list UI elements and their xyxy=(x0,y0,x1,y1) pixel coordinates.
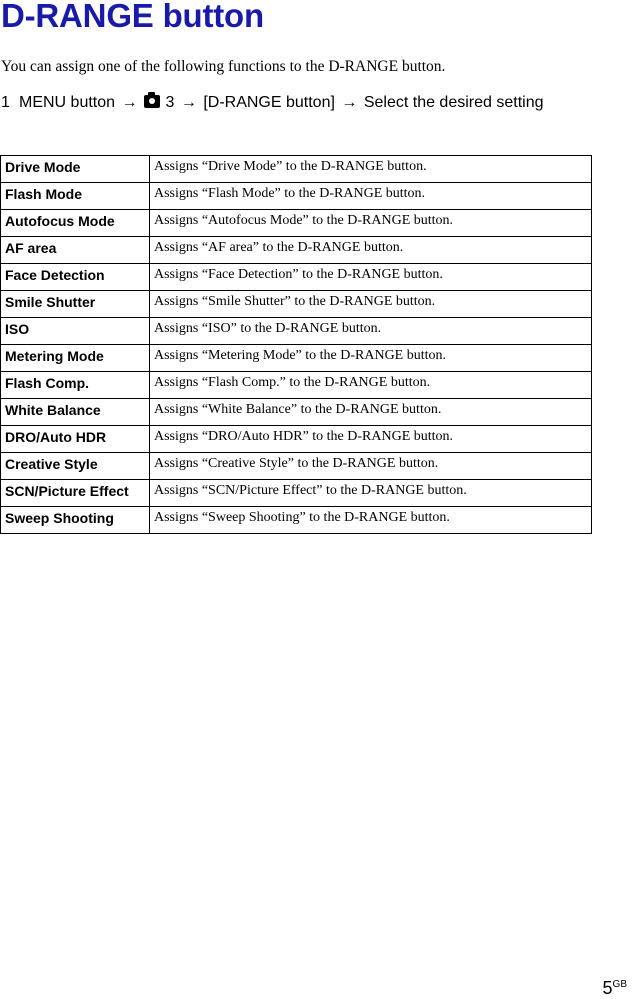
table-row xyxy=(1,156,592,183)
step-final-action: Select the desired setting xyxy=(363,94,544,111)
function-description: Assigns “Flash Mode” to the D-RANGE button. xyxy=(150,183,592,210)
page-region-suffix: GB xyxy=(612,979,627,990)
table-row xyxy=(1,507,592,534)
function-name: Creative Style xyxy=(1,453,150,480)
function-name: Autofocus Mode xyxy=(1,210,150,237)
function-description: Assigns “Drive Mode” to the D-RANGE button. xyxy=(150,156,592,183)
table-row xyxy=(1,183,592,210)
step-number: 1 xyxy=(1,94,10,111)
function-name: Drive Mode xyxy=(1,156,150,183)
table-row xyxy=(1,426,592,453)
function-description: Assigns “White Balance” to the D-RANGE button. xyxy=(150,399,592,426)
arrow-right-icon: → xyxy=(341,94,358,111)
page-number-value: 5 xyxy=(602,978,613,998)
function-description: Assigns “Creative Style” to the D-RANGE button. xyxy=(150,453,592,480)
table-row xyxy=(1,291,592,318)
function-description: Assigns “ISO” to the D-RANGE button. xyxy=(150,318,592,345)
function-description: Assigns “AF area” to the D-RANGE button. xyxy=(150,237,592,264)
function-name: Metering Mode xyxy=(1,345,150,372)
table-row xyxy=(1,453,592,480)
step-menu-button: MENU button xyxy=(19,94,116,111)
function-name: Smile Shutter xyxy=(1,291,150,318)
page-number xyxy=(603,974,627,999)
function-name: AF area xyxy=(1,237,150,264)
function-name: SCN/Picture Effect xyxy=(1,480,150,507)
table-row xyxy=(1,237,592,264)
function-description: Assigns “Face Detection” to the D-RANGE button. xyxy=(150,264,592,291)
function-description: Assigns “Flash Comp.” to the D-RANGE button. xyxy=(150,372,592,399)
function-name: Flash Mode xyxy=(1,183,150,210)
table-row xyxy=(1,318,592,345)
table-row xyxy=(1,210,592,237)
table-row xyxy=(1,345,592,372)
function-name: White Balance xyxy=(1,399,150,426)
function-name: DRO/Auto HDR xyxy=(1,426,150,453)
table-row xyxy=(1,372,592,399)
table-row xyxy=(1,399,592,426)
function-table xyxy=(0,155,592,534)
table-row xyxy=(1,480,592,507)
function-description: Assigns “Metering Mode” to the D-RANGE button. xyxy=(150,345,592,372)
arrow-right-icon: → xyxy=(180,94,197,111)
function-description: Assigns “DRO/Auto HDR” to the D-RANGE button. xyxy=(150,426,592,453)
function-description: Assigns “SCN/Picture Effect” to the D-RANGE button. xyxy=(150,480,592,507)
function-description: Assigns “Autofocus Mode” to the D-RANGE button. xyxy=(150,210,592,237)
function-description: Assigns “Smile Shutter” to the D-RANGE button. xyxy=(150,291,592,318)
function-name: Sweep Shooting xyxy=(1,507,150,534)
intro-paragraph: You can assign one of the following functions to the D-RANGE button. xyxy=(1,58,446,75)
step-menu-item: [D-RANGE button] xyxy=(203,94,335,111)
function-name: Face Detection xyxy=(1,264,150,291)
function-name: Flash Comp. xyxy=(1,372,150,399)
step-text xyxy=(19,92,579,114)
function-name: ISO xyxy=(1,318,150,345)
table-row xyxy=(1,264,592,291)
function-description: Assigns “Sweep Shooting” to the D-RANGE button. xyxy=(150,507,592,534)
page-title: D-RANGE button xyxy=(1,0,264,34)
step-tab-number: 3 xyxy=(165,94,175,111)
camera-icon xyxy=(144,95,160,108)
arrow-right-icon: → xyxy=(121,94,138,111)
